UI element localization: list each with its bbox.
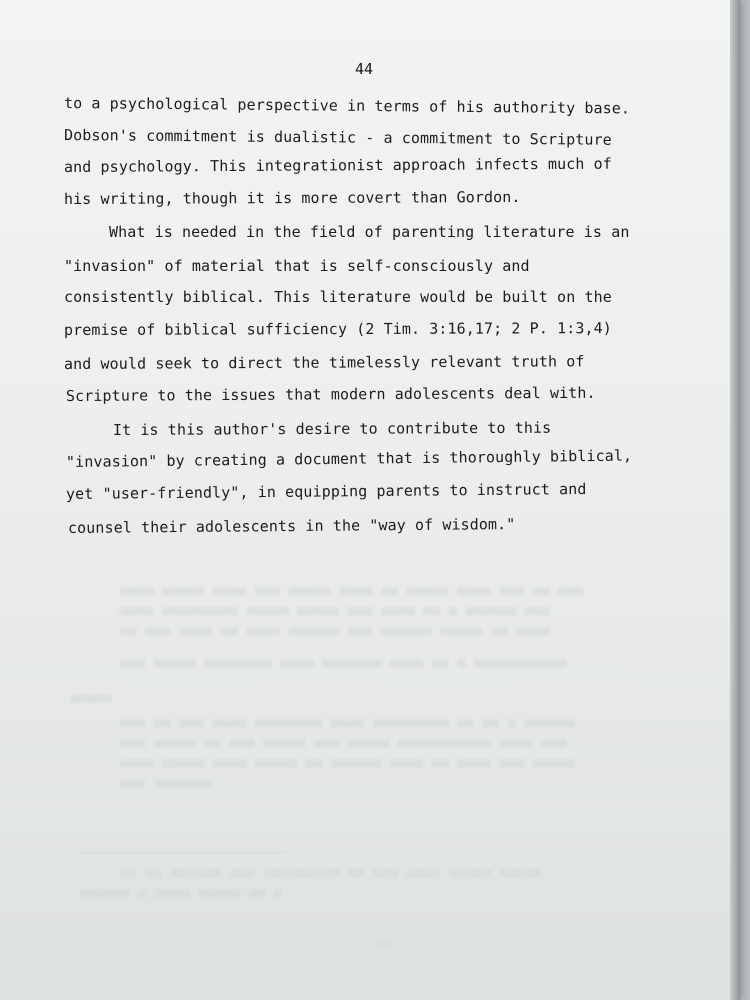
body-text-line: Scripture to the issues that modern adolescents deal with.	[65, 383, 596, 405]
bleed-through-line: ■■■ ■■■■■■■	[120, 775, 213, 791]
bleed-through-line: ■■	[375, 935, 392, 951]
body-text-line: "invasion" of material that is self-consciously and	[64, 257, 530, 275]
bleed-through-line: ■■■■ ■■■■■ ■■■■ ■■■■■ ■■ ■■■■■■ ■■■■ ■■ ■■■■ ■■■ ■■■■■	[120, 755, 576, 771]
body-text-line: yet "user-friendly", in equipping parents to instruct and	[65, 480, 587, 503]
body-text-line: and psychology. This integrationist approach infects much of	[63, 154, 612, 176]
bleed-through-line: ■■■■■	[70, 690, 113, 706]
body-text-line: It is this author's desire to contribute to this	[112, 418, 552, 439]
body-text-line: premise of biblical sufficiency (2 Tim. 3:16,17; 2 P. 1:3,4)	[63, 319, 612, 339]
body-text-line: What is needed in the field of parenting literature is an	[109, 223, 630, 241]
page-number: 44	[355, 60, 374, 78]
body-text-line: his writing, though it is more covert than Gordon.	[63, 188, 521, 208]
body-text-line: Dobson's commitment is dualistic - a commitment to Scripture	[63, 126, 612, 149]
bleed-through-line: ■■■ ■■ ■■■ ■■■■ ■■■■■■■■ ■■■■ ■■■■■■■■■ ■■ ■■ ■ ■■■■■■	[120, 715, 576, 731]
bleed-through-line: ■■ ■■ ■■■■■■ ■■■ ■■■■■■■■■ ■■ ■■■ ■■■■ ■■■■■ ■■■■■	[120, 865, 542, 881]
body-text-line: "invasion" by creating a document that is thoroughly biblical,	[65, 446, 633, 471]
body-text-line: counsel their adolescents in the "way of wisdom."	[67, 515, 516, 537]
body-text-line: and would seek to direct the timelessly relevant truth of	[63, 352, 585, 373]
page-edge-shadow	[730, 0, 740, 1000]
bleed-through-line: ■■■ ■■■■■ ■■ ■■■ ■■■■■ ■■■ ■■■■■ ■■■■■■■■■■■ ■■■■ ■■■	[120, 735, 567, 751]
bleed-through-line: ■■■■ ■■■■■■■■■ ■■■■■ ■■■■■ ■■■ ■■■■ ■■ ■ ■■■■■■ ■■■	[120, 603, 550, 619]
bleed-through-line: ■■■■ ■■■■■ ■■■■ ■■■ ■■■■■ ■■■■ ■■ ■■■■■ ■■■■ ■■■ ■■ ■■■	[120, 583, 584, 599]
body-text-line: to a psychological perspective in terms of his authority base.	[63, 94, 631, 118]
bleed-through-line: ■■ ■■■ ■■■■ ■■ ■■■■ ■■■■■■ ■■■ ■■■■■■ ■■■■■ ■■ ■■■■	[120, 623, 550, 639]
bleed-through-line: ■■■ ■■■■■ ■■■■■■■■ ■■■■ ■■■■■■■ ■■■■ ■■ ■ ■■■■■■■■■■■	[120, 655, 567, 671]
bleed-through-line: ■■■■■■ ■ ■■■■ ■■■■■ ■■ ■	[80, 885, 283, 901]
bleed-through-footnote-rule	[80, 852, 285, 853]
body-text-line: consistently biblical. This literature would be built on the	[64, 288, 612, 306]
